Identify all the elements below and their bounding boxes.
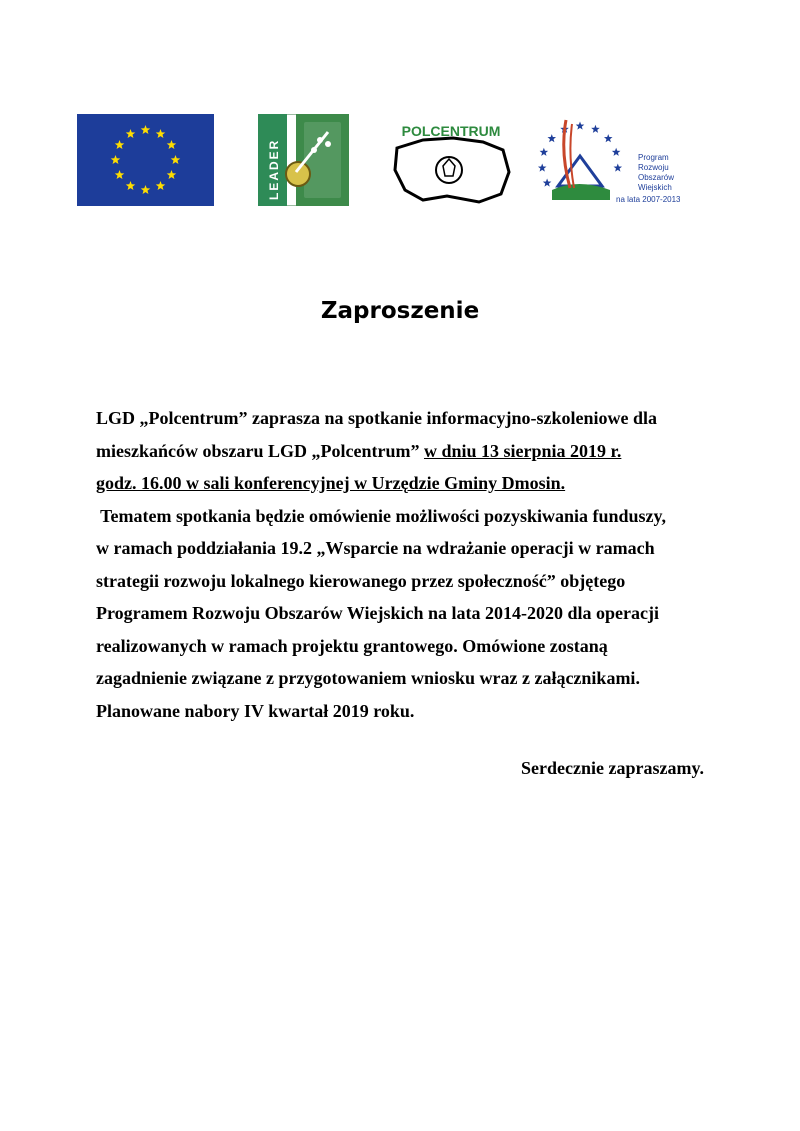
star-icon (543, 179, 552, 187)
polcentrum-logo (383, 116, 519, 208)
prow-logo (530, 116, 680, 208)
body-line: Tematem spotkania będzie omówienie możliwości pozyskiwania funduszy, (96, 505, 667, 526)
star-icon (538, 163, 547, 171)
body-line: Programem Rozwoju Obszarów Wiejskich na lata 2014-2020 dla operacji (96, 603, 659, 623)
prow-line-4: Wiejskich (638, 183, 672, 192)
star-icon (612, 148, 621, 156)
body-line: mieszkańców obszaru LGD „Polcentrum” w dniu 13 sierpnia 2019 r. (96, 440, 622, 461)
star-icon (576, 122, 585, 130)
star-icon (591, 125, 600, 133)
prow-line-3: Obszarów (638, 173, 675, 182)
star-icon (540, 148, 549, 156)
prow-line-2: Rozwoju (638, 163, 669, 172)
closing-text: Serdecznie zapraszamy. (521, 758, 704, 778)
prow-period: na lata 2007-2013 (616, 195, 680, 204)
star-icon (547, 134, 556, 142)
polcentrum-logo-text: POLCENTRUM (401, 123, 501, 139)
body-line: Planowane nabory IV kwartał 2019 roku. (96, 700, 415, 721)
body-line: LGD „Polcentrum” zaprasza na spotkanie informacyjno-szkoleniowe dla (96, 408, 657, 428)
prow-line-1: Program (638, 153, 669, 162)
body-line: zagadnienie związane z przygotowaniem wniosku wraz z załącznikami. (96, 668, 640, 688)
body-line: godz. 16.00 w sali konferencyjnej w Urzędzie Gminy Dmosin. (96, 473, 566, 493)
document-title: Zaproszenie (320, 298, 480, 324)
body-line: strategii rozwoju lokalnego kierowanego przez społeczność” objętego (96, 570, 626, 591)
leader-logo (258, 114, 349, 206)
leader-logo-text: LEADER (267, 138, 281, 200)
invitation-body (96, 402, 736, 727)
eu-flag-logo (77, 114, 214, 206)
star-icon (614, 163, 623, 171)
body-line: w ramach poddziałania 19.2 „Wsparcie na wdrażanie operacji w ramach (96, 538, 655, 558)
star-icon (604, 134, 613, 142)
body-line: realizowanych w ramach projektu grantowego. Omówione zostaną (96, 635, 608, 656)
